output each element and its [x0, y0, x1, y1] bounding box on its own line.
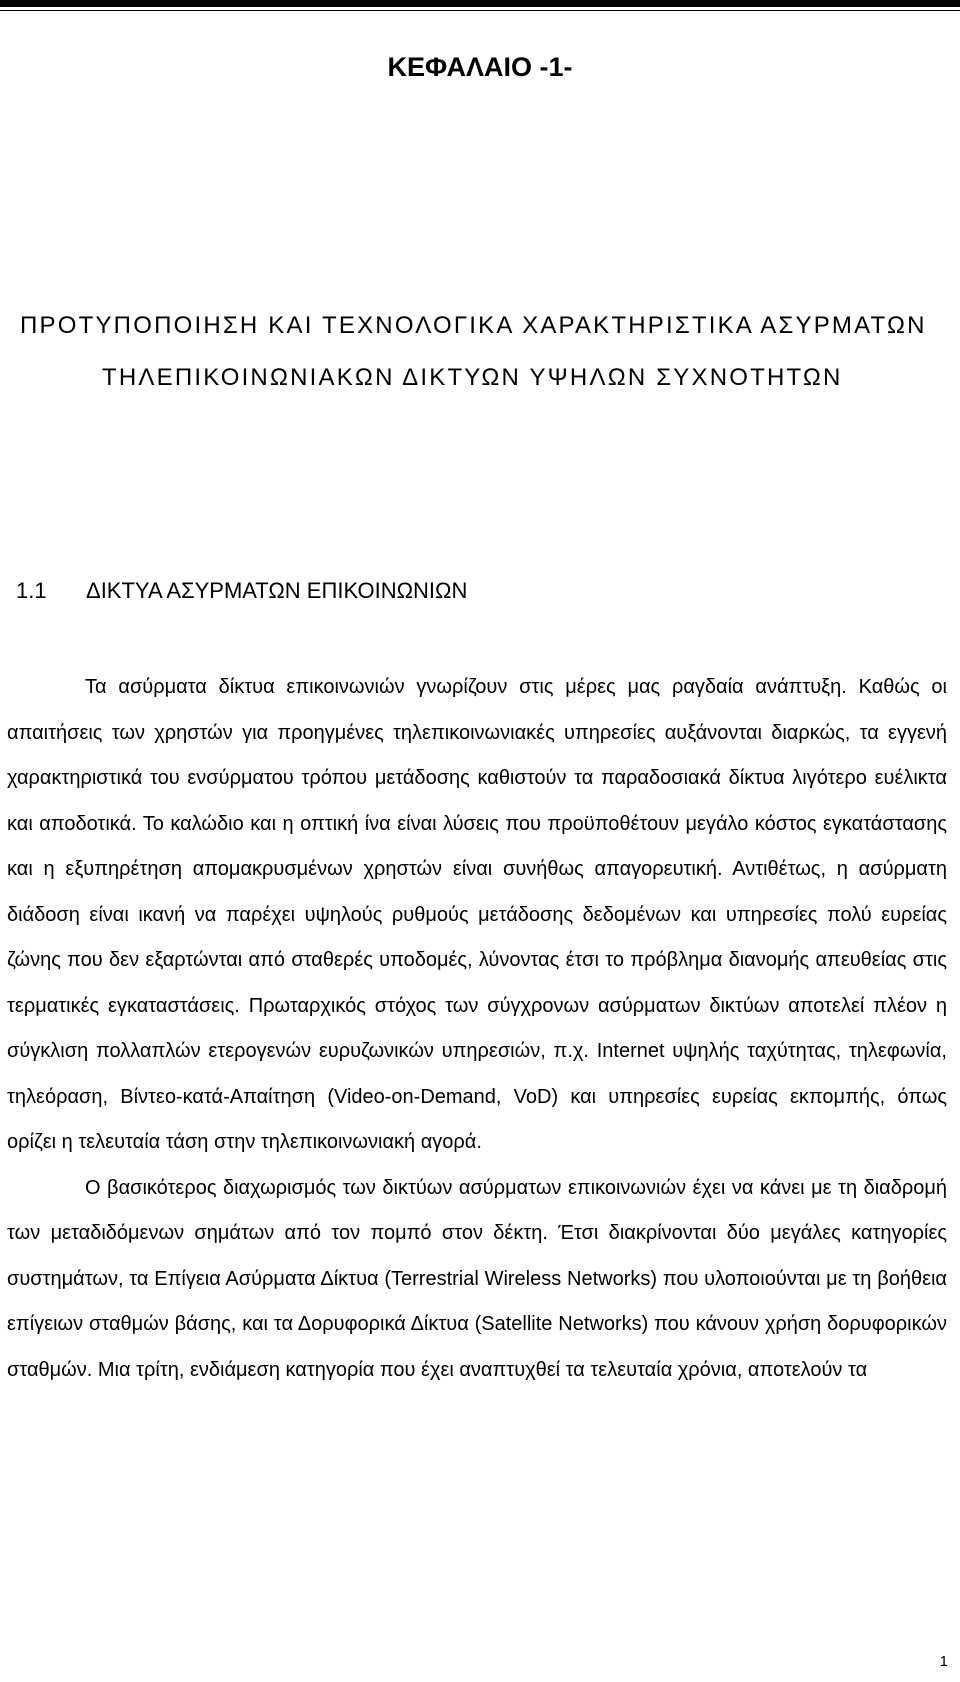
section-heading: [16, 578, 916, 604]
body-text: [7, 665, 947, 1393]
chapter-title-line-2: ΤΗΛΕΠΙΚΟΙΝΩΝΙΑΚΩΝ ΔΙΚΤΥΩΝ ΥΨΗΛΩΝ ΣΥΧΝΟΤΗΤΩΝ: [102, 364, 843, 391]
paragraph-1: Τα ασύρματα δίκτυα επικοινωνιών γνωρίζουν στις μέρες μας ραγδαία ανάπτυξη. Καθώς οι απαιτήσεις των χρηστών για προηγμένες τηλεπικοινωνιακές υπηρεσίες αυξάνονται διαρκώς, τα εγγενή χαρακτηριστικά του ενσύρματου τρόπου μετάδοσης καθιστούν τα παραδοσιακά δίκτυα λιγότερο ευέλικτα και αποδοτικά. Το καλώδιο και η οπτική ίνα είναι λύσεις που προϋποθέτουν μεγάλο κόστος εγκατάστασης και η εξυπηρέτηση απομακρυσμένων χρηστών είναι συνήθως απαγορευτική. Αντιθέτως, η ασύρματη διάδοση είναι ικανή να παρέχει υψηλούς ρυθμούς μετάδοσης δεδομένων και υπηρεσίες πολύ ευρείας ζώνης που δεν εξαρτώνται από σταθερές υποδομές, λύνοντας έτσι το πρόβλημα διανομής απευθείας στις τερματικές εγκαταστάσεις. Πρωταρχικός στόχος των σύγχρονων ασύρματων δικτύων αποτελεί πλέον η σύγκλιση πολλαπλών ετερογενών ευρυζωνικών υπηρεσιών, π.χ. Internet υψηλής ταχύτητας, τηλεφωνία, τηλεόραση, Βίντεο-κατά-Απαίτηση (Video-on-Demand, VoD) και υπηρεσίες ευρείας εκπομπής, όπως ορίζει η τελευταία τάση στην τηλεπικοινωνιακή αγορά.: [7, 676, 947, 1153]
top-rule-thin: [0, 10, 960, 11]
paragraph-2: Ο βασικότερος διαχωρισμός των δικτύων ασύρματων επικοινωνιών έχει να κάνει με τη διαδρομή των μεταδιδόμενων σημάτων από τον πομπό στον δέκτη. Έτσι διακρίνονται δύο μεγάλες κατηγορίες συστημάτων, τα Επίγεια Ασύρματα Δίκτυα (Terrestrial Wireless Networks) που υλοποιούνται με τη βοήθεια επίγειων σταθμών βάσης, και τα Δορυφορικά Δίκτυα (Satellite Networks) που κάνουν χρήση δορυφορικών σταθμών. Μια τρίτη, ενδιάμεση κατηγορία που έχει αναπτυχθεί τα τελευταία χρόνια, αποτελούν τα: [7, 1176, 947, 1381]
page-number: 1: [939, 1653, 948, 1670]
section-title: ΔΙΚΤΥΑ ΑΣΥΡΜΑΤΩΝ ΕΠΙΚΟΙΝΩΝΙΩΝ: [86, 578, 468, 603]
chapter-label: ΚΕΦΑΛΑΙΟ -1-: [387, 52, 573, 82]
chapter-title-line-1: ΠΡΟΤΥΠΟΠΟΙΗΣΗ ΚΑΙ ΤΕΧΝΟΛΟΓΙΚΑ ΧΑΡΑΚΤΗΡΙΣΤΙΚΑ ΑΣΥΡΜΑΤΩΝ: [20, 312, 927, 339]
section-number: 1.1: [16, 578, 47, 603]
chapter-title: [20, 300, 940, 404]
top-rule: [0, 0, 960, 7]
